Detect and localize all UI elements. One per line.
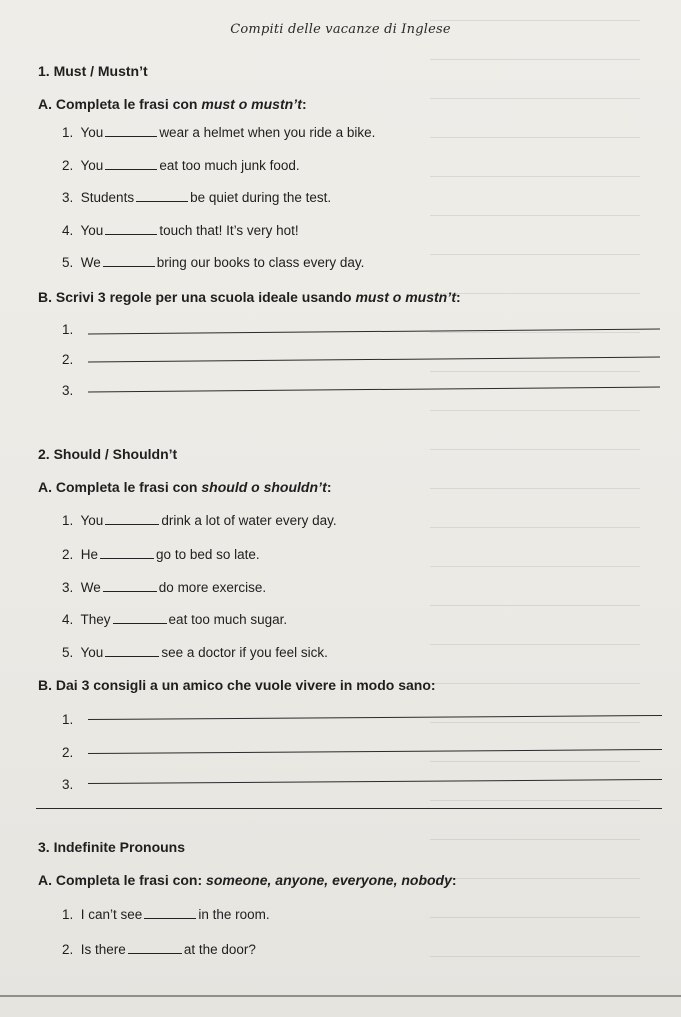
s3-item-1: 1. I can’t see in the room. <box>62 907 270 922</box>
page-fold-edge <box>0 995 681 997</box>
answer-blank[interactable] <box>113 611 167 624</box>
s1-item-3: 3. Students be quiet during the test. <box>62 190 332 205</box>
writing-line[interactable] <box>88 779 662 784</box>
s1-item-4: 4. You touch that! It’s very hot! <box>62 223 299 238</box>
s1-item-1: 1. You wear a helmet when you ride a bike. <box>62 125 376 140</box>
s2-item-5: 5. You see a doctor if you feel sick. <box>62 645 328 660</box>
section-1a-instruction: A. Completa le frasi con must o mustn’t: <box>38 96 307 112</box>
show-through-lines <box>430 20 670 1000</box>
extra-writing-line[interactable] <box>36 808 662 809</box>
answer-blank[interactable] <box>105 512 159 525</box>
section-3-heading: 3. Indefinite Pronouns <box>38 839 186 855</box>
answer-blank[interactable] <box>105 222 157 235</box>
s1-line-label-3: 3. <box>62 383 74 398</box>
s3-item-2: 2. Is there at the door? <box>62 942 256 957</box>
section-1b-instruction: B. Scrivi 3 regole per una scuola ideale usando must o mustn’t: <box>38 289 461 305</box>
answer-blank[interactable] <box>105 157 157 170</box>
s1-line-label-1: 1. <box>62 322 74 337</box>
answer-blank[interactable] <box>105 644 159 657</box>
s1-line-label-2: 2. <box>62 352 74 367</box>
s2-line-label-1: 1. <box>62 712 74 727</box>
answer-blank[interactable] <box>103 254 155 267</box>
answer-blank[interactable] <box>105 124 157 137</box>
page-title: Compiti delle vacanze di Inglese <box>230 22 451 37</box>
s1-item-2: 2. You eat too much junk food. <box>62 158 300 173</box>
answer-blank[interactable] <box>100 546 154 559</box>
writing-line[interactable] <box>88 387 660 393</box>
s2-line-label-2: 2. <box>62 745 74 760</box>
writing-line[interactable] <box>88 749 662 754</box>
section-2a-instruction: A. Completa le frasi con should o shouldn’t: <box>38 479 332 495</box>
answer-blank[interactable] <box>136 189 188 202</box>
answer-blank[interactable] <box>144 906 196 919</box>
section-2b-instruction: B. Dai 3 consigli a un amico che vuole vivere in modo sano: <box>38 677 436 693</box>
s2-item-1: 1. You drink a lot of water every day. <box>62 513 337 528</box>
s2-item-4: 4. They eat too much sugar. <box>62 612 288 627</box>
answer-blank[interactable] <box>128 941 182 954</box>
writing-line[interactable] <box>88 329 660 335</box>
section-2-heading: 2. Should / Shouldn’t <box>38 446 178 462</box>
s2-item-3: 3. We do more exercise. <box>62 580 267 595</box>
s1-item-5: 5. We bring our books to class every day. <box>62 255 365 270</box>
answer-blank[interactable] <box>103 579 157 592</box>
s2-line-label-3: 3. <box>62 777 74 792</box>
section-3a-instruction: A. Completa le frasi con: someone, anyone, everyone, nobody: <box>38 872 457 888</box>
s2-item-2: 2. He go to bed so late. <box>62 547 260 562</box>
section-1-heading: 1. Must / Mustn’t <box>38 63 148 79</box>
writing-line[interactable] <box>88 715 662 720</box>
writing-line[interactable] <box>88 357 660 363</box>
